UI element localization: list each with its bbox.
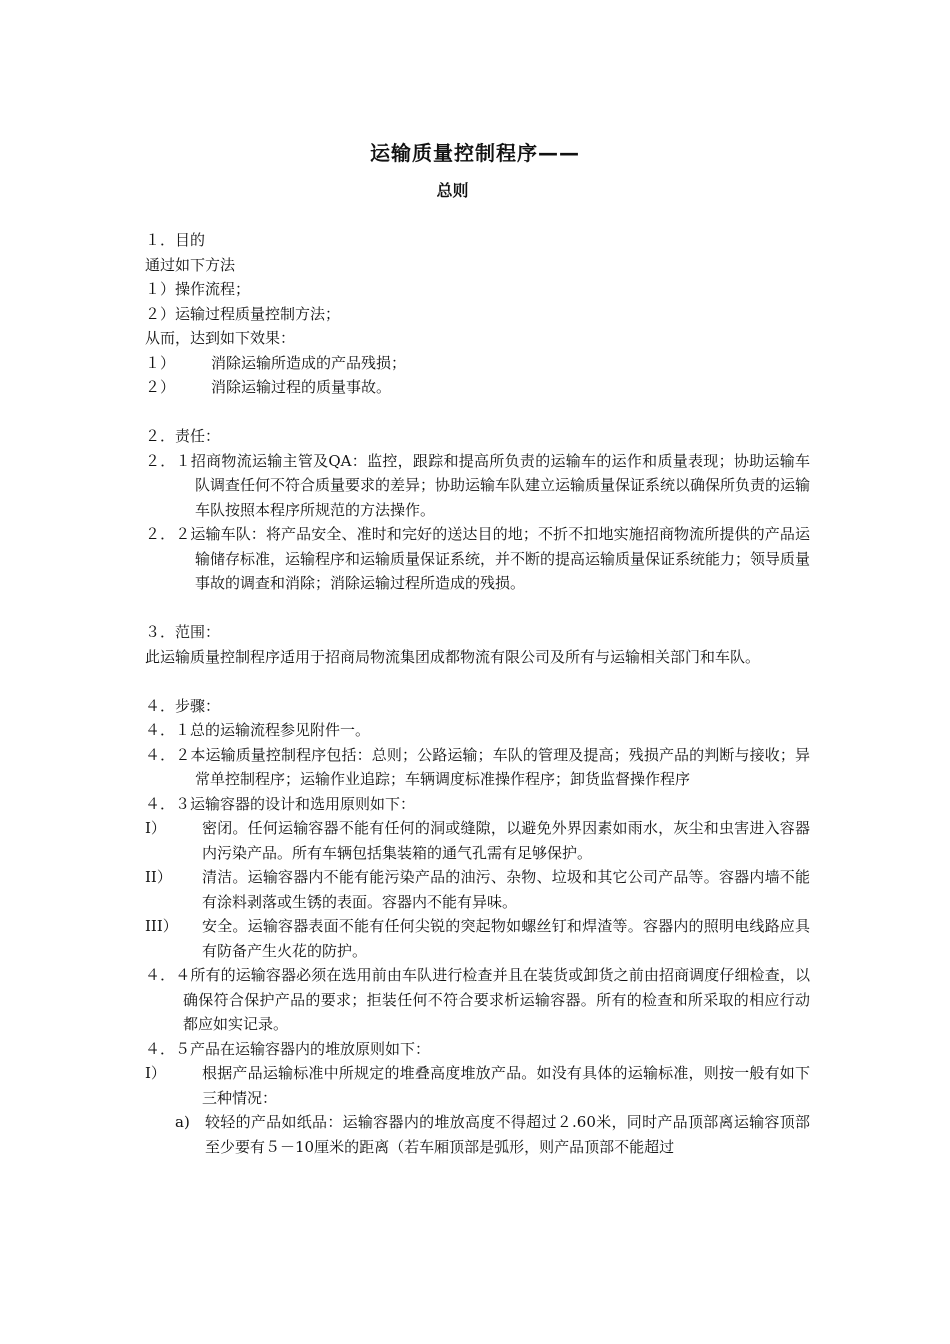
section-1-method-1: １）操作流程； xyxy=(145,280,251,298)
roman-item-1 xyxy=(145,816,810,865)
section-1-intro: 通过如下方法 xyxy=(145,255,236,274)
roman-item-4-text: 根据产品运输标准中所规定的堆叠高度堆放产品。如没有具体的运输标准，则按一般有如下三种情况： xyxy=(202,1064,810,1107)
effect-1-text: 消除运输所造成的产品残损； xyxy=(211,353,407,372)
section-4-paragraph-4: ４．４所有的运输容器必须在选用前由车队进行检查并且在装货或卸货之前由招商调度仔细检查，以确保符合保护产品的要求；拒装任何不符合要求析运输容器。所有的检查和所采取的相应行动都应如实记录。 xyxy=(145,966,810,1033)
section-1-effect: 从而，达到如下效果： xyxy=(145,329,296,347)
section-4-paragraph-1: ４．１总的运输流程参见附件一。 xyxy=(145,721,371,739)
roman-item-3 xyxy=(145,914,810,963)
alpha-item-a-text: 较轻的产品如纸品：运输容器内的堆放高度不得超过２.60米，同时产品顶部离运输容顶部至少要有５－10厘米的距离（若车厢顶部是弧形，则产品顶部不能超过 xyxy=(205,1113,810,1156)
section-2-paragraph-2: ２．２运输车队：将产品安全、准时和完好的送达目的地；不折不扣地实施招商物流所提供的产品运输储存标准，运输程序和运输质量保证系统，并不断的提高运输质量保证系统能力；领导质量事故的调查和消除；消除运输过程所造成的残损。 xyxy=(145,525,811,592)
roman-item-1-text: 密闭。任何运输容器不能有任何的洞或缝隙，以避免外界因素如雨水，灰尘和虫害进入容器内污染产品。所有车辆包括集装箱的通气孔需有足够保护。 xyxy=(202,819,810,862)
document-body xyxy=(145,228,810,1159)
section-2-paragraph-1: ２．１招商物流运输主管及QA：监控，跟踪和提高所负责的运输车的运作和质量表现；协助运输车队调查任何不符合质量要求的差异；协助运输车队建立运输质量保证系统以确保所负责的运输车队按照本程序所规范的方法操作。 xyxy=(145,451,811,519)
effect-2-number: ２） xyxy=(145,378,176,396)
section-3-heading: ３．范围： xyxy=(145,623,221,641)
section-4-paragraph-3: ４．３运输容器的设计和选用原则如下： xyxy=(145,794,416,813)
section-2-heading: ２．责任： xyxy=(145,427,221,445)
roman-item-4 xyxy=(145,1061,810,1110)
section-1-heading: １．目的 xyxy=(145,231,206,249)
roman-item-3-text: 安全。运输容器表面不能有任何尖锐的突起物如螺丝钉和焊渣等。容器内的照明电线路应具有防备产生火花的防护。 xyxy=(202,917,810,960)
roman-item-2-text: 清洁。运输容器内不能有能污染产品的油污、杂物、垃圾和其它公司产品等。容器内墙不能有涂料剥落或生锈的表面。容器内不能有异味。 xyxy=(202,868,810,911)
effect-2-text: 消除运输过程的质量事故。 xyxy=(211,378,392,396)
alpha-item-a-number: a) xyxy=(175,1113,190,1131)
section-4-paragraph-5: ４．５产品在运输容器内的堆放原则如下： xyxy=(145,1039,431,1058)
roman-item-4-number: I） xyxy=(145,1064,166,1082)
roman-item-3-number: III） xyxy=(145,917,178,935)
section-1-method-2: ２）运输过程质量控制方法； xyxy=(145,304,341,323)
document-title: 运输质量控制程序—— xyxy=(370,141,580,165)
roman-item-2-number: II） xyxy=(145,868,172,886)
document-subtitle: 总则 xyxy=(436,181,469,200)
section-4-heading: ４．步骤： xyxy=(145,696,221,715)
effect-1-number: １） xyxy=(145,353,176,372)
roman-item-2 xyxy=(145,865,810,914)
section-4-paragraph-2: ４．２本运输质量控制程序包括：总则；公路运输；车队的管理及提高；残损产品的判断与接收；异常单控制程序；运输作业追踪；车辆调度标准操作程序；卸货监督操作程序 xyxy=(145,745,810,788)
section-1-effect-1 xyxy=(145,351,810,376)
section-3-paragraph-1: 此运输质量控制程序适用于招商局物流集团成都物流有限公司及所有与运输相关部门和车队。 xyxy=(145,647,761,666)
alpha-item-a xyxy=(145,1110,810,1159)
roman-item-1-number: I） xyxy=(145,819,166,837)
section-1-effect-2 xyxy=(145,375,810,400)
